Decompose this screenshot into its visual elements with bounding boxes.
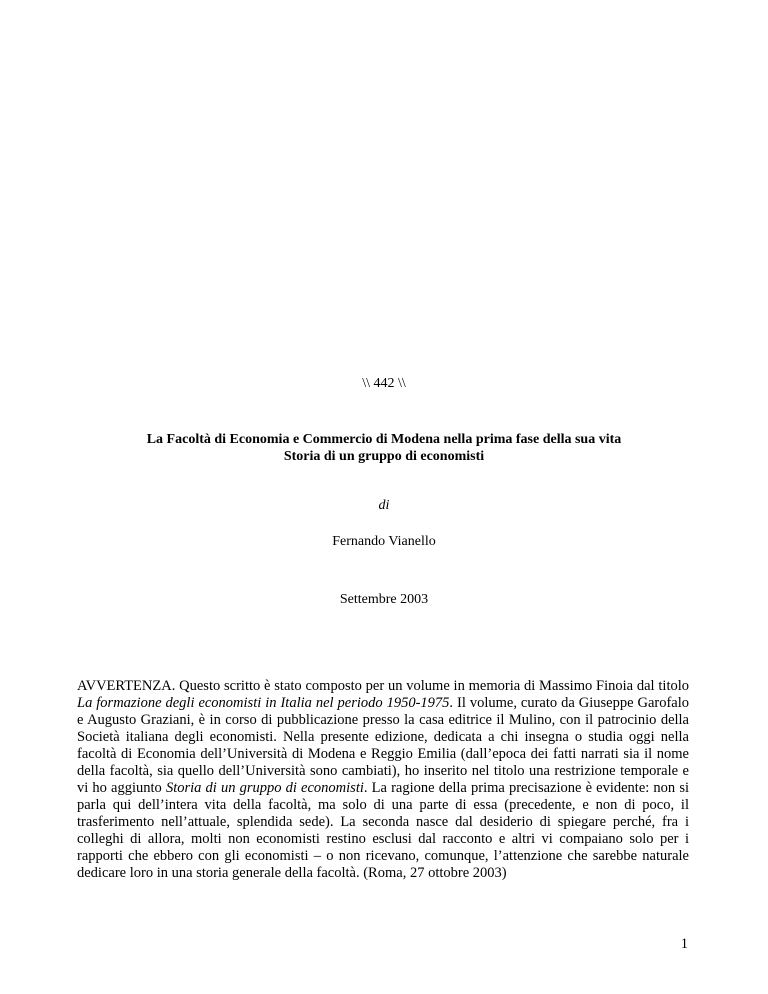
notice-text-part-3: . La ragione della prima precisazione è evidente: non si parla qui dell’intera vita della facoltà, ma solo di una parte di essa (precedente, e non di poco, il trasferimento nell’attuale, splendida sede). La seconda nasce dal desiderio di spiegare perché, fra i colleghi di allora, molti non economisti restino esclusi dal racconto e altri vi compaiano solo per i rapporti che ebbero con gli economisti – o non ricevano, comunque, l’attenzione che sarebbe naturale dedicare loro in una storia generale della facoltà. (Roma, 27 ottobre 2003) <box>77 780 689 881</box>
notice-text-part-1: AVVERTENZA. Questo scritto è stato composto per un volume in memoria di Massimo Finoia dal titolo <box>77 678 689 694</box>
subtitle-italic: Storia di un gruppo di economisti <box>165 780 364 796</box>
notice-paragraph <box>77 678 689 882</box>
volume-title-italic: La formazione degli economisti in Italia nel periodo 1950-1975 <box>77 695 450 711</box>
title-line-2: Storia di un gruppo di economisti <box>283 449 485 464</box>
page-number: 1 <box>680 936 688 952</box>
byline-prefix: di <box>378 498 390 513</box>
author-name: Fernando Vianello <box>332 534 436 549</box>
document-title <box>0 431 768 465</box>
series-number: \\ 442 \\ <box>362 376 406 391</box>
title-line-1: La Facoltà di Economia e Commercio di Modena nella prima fase della sua vita <box>146 432 622 447</box>
notice-text-part-2: . Il volume, curato da Giuseppe Garofalo e Augusto Graziani, è in corso di pubblicazione presso la casa editrice il Mulino, con il patrocinio della Società italiana degli economisti. Nella presente edizione, dedicata a chi insegna o studia oggi nella facoltà di Economia dell’Università di Modena e Reggio Emilia (dall’epoca dei fatti narrati sia il nome della facoltà, sia quello dell’Università sono cambiati), ho inserito nel titolo una restrizione temporale e vi ho aggiunto <box>77 695 689 796</box>
publication-date: Settembre 2003 <box>339 592 429 607</box>
